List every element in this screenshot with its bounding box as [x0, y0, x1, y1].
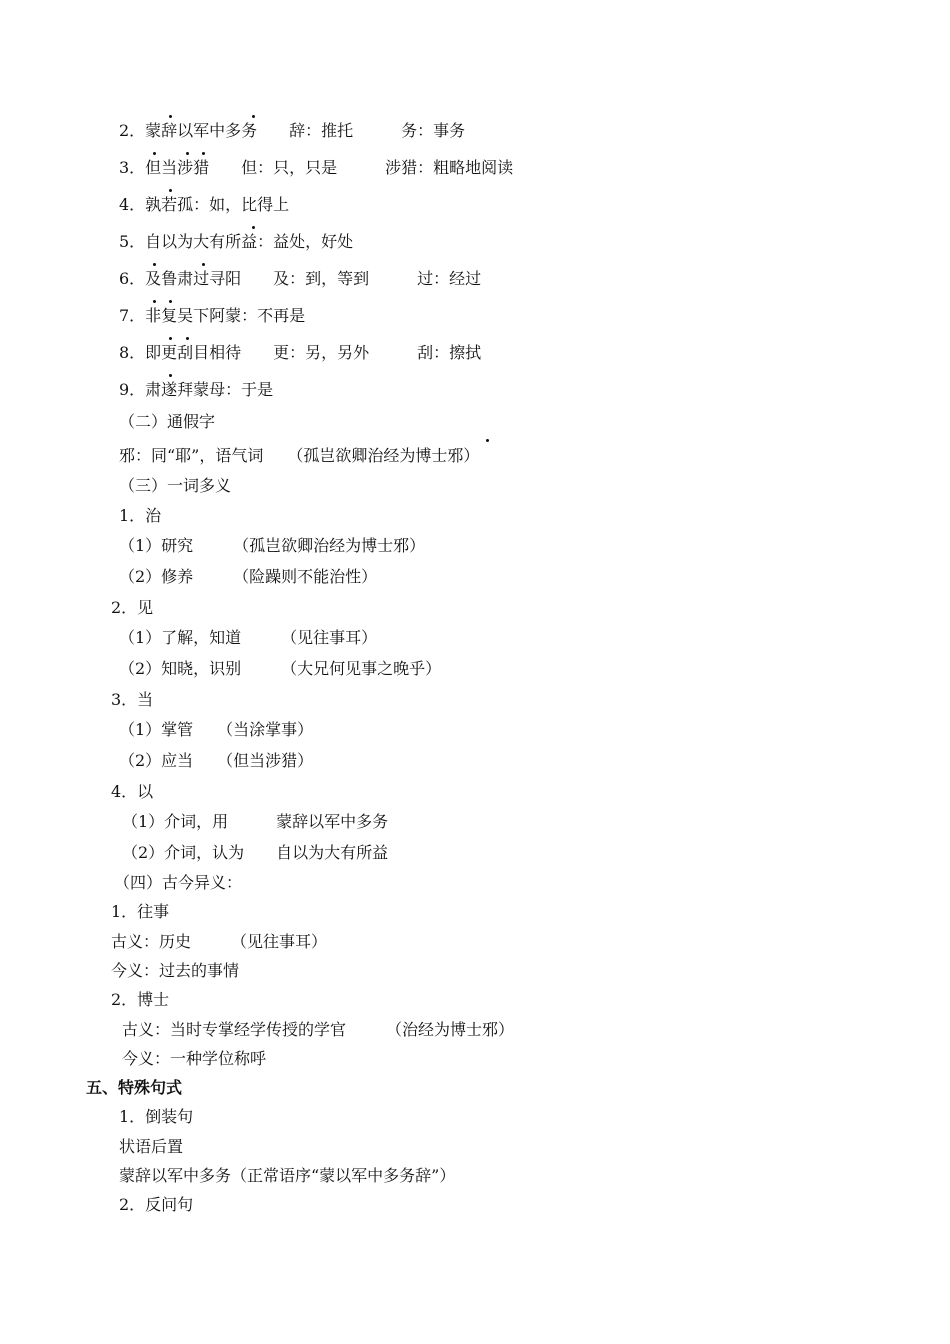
emphasis-dot — [486, 439, 489, 442]
gujin-ancient: 古义：历史 （见往事耳） — [111, 932, 328, 951]
emphasis-dot — [169, 300, 172, 303]
gujin-heading: （四）古今异义： — [114, 873, 243, 892]
emphasis-dot — [153, 300, 156, 303]
sentence-subtype: 状语后置 — [119, 1137, 184, 1156]
gujin-ancient: 古义：当时专掌经学传授的学官 （治经为博士邪） — [122, 1020, 515, 1039]
vocab-item-2: 2．蒙辞以军中多务 辞：推托 务：事务 — [119, 121, 466, 140]
emphasis-dot — [202, 152, 205, 155]
emphasis-dot — [169, 189, 172, 192]
vocab-item-9: 9．肃遂拜蒙母：于是 — [119, 380, 274, 399]
emphasis-dot — [186, 337, 189, 340]
emphasis-dot — [252, 115, 255, 118]
gujin-word-1: 1．往事 — [111, 902, 170, 921]
yici-sense: （1）介词，用 蒙辞以军中多务 — [122, 812, 389, 831]
sentence-type-2: 2．反问句 — [119, 1195, 194, 1214]
yici-sense: （1）了解，知道 （见往事耳） — [119, 628, 378, 647]
yici-sense: （1）掌管 （当涂掌事） — [119, 720, 314, 739]
sentence-example: 蒙辞以军中多务（正常语序“蒙以军中多务辞”） — [119, 1166, 456, 1185]
emphasis-dot — [252, 226, 255, 229]
emphasis-dot — [153, 152, 156, 155]
gujin-modern: 今义：一种学位称呼 — [122, 1049, 267, 1068]
yici-sense: （2）修养 （险躁则不能治性） — [119, 567, 378, 586]
yici-word-2: 2．见 — [111, 598, 154, 617]
vocab-item-4: 4．孰若孤：如，比得上 — [119, 195, 290, 214]
emphasis-dot — [169, 337, 172, 340]
yici-sense: （1）研究 （孤岂欲卿治经为博士邪） — [119, 536, 426, 555]
emphasis-dot — [169, 374, 172, 377]
gujin-modern: 今义：过去的事情 — [111, 961, 240, 980]
yici-word-4: 4．以 — [111, 782, 154, 801]
yici-word-3: 3．当 — [111, 690, 154, 709]
emphasis-dot — [186, 152, 189, 155]
vocab-item-8: 8．即更刮目相待 更：另，另外 刮：擦拭 — [119, 343, 482, 362]
yici-sense: （2）知晓，识别 （大兄何见事之晚乎） — [119, 659, 442, 678]
yici-heading: （三）一词多义 — [119, 476, 232, 495]
tongjia-line: 邪：同“耶”，语气词 （孤岂欲卿治经为博士邪） — [119, 446, 480, 465]
yici-sense: （2）应当 （但当涉猎） — [119, 751, 314, 770]
tongjia-heading: （二）通假字 — [119, 412, 216, 431]
vocab-item-7: 7．非复吴下阿蒙：不再是 — [119, 306, 306, 325]
yici-sense: （2）介词，认为 自以为大有所益 — [122, 843, 389, 862]
sentence-type-1: 1．倒装句 — [119, 1107, 194, 1126]
vocab-item-3: 3．但当涉猎 但：只，只是 涉猎：粗略地阅读 — [119, 158, 514, 177]
vocab-item-6: 6．及鲁肃过寻阳 及：到，等到 过：经过 — [119, 269, 482, 288]
emphasis-dot — [153, 263, 156, 266]
vocab-item-5: 5．自以为大有所益：益处，好处 — [119, 232, 354, 251]
emphasis-dot — [169, 115, 172, 118]
gujin-word-2: 2．博士 — [111, 990, 170, 1009]
emphasis-dot — [202, 263, 205, 266]
yici-word-1: 1．治 — [119, 506, 162, 525]
section-five-heading: 五、特殊句式 — [86, 1078, 183, 1097]
